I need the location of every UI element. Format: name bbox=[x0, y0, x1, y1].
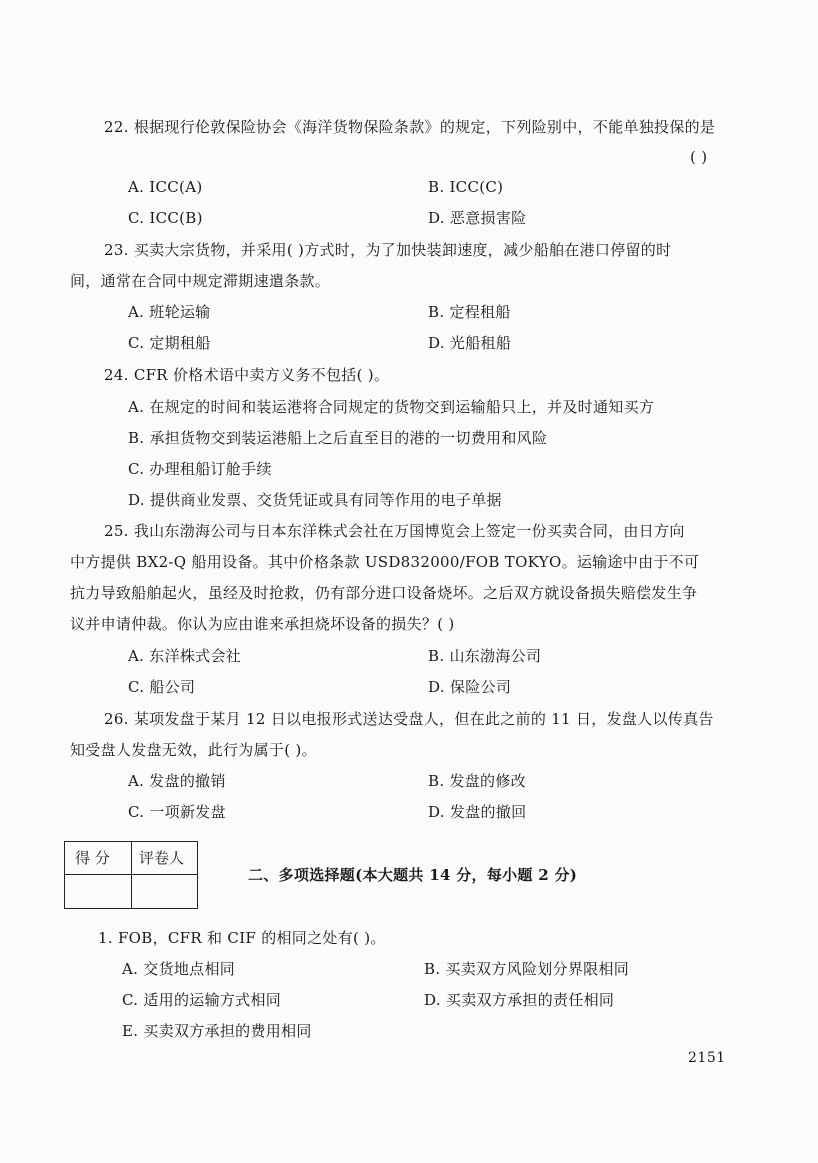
grader-label: 评卷人 bbox=[139, 849, 185, 867]
q26-stem-line1: 26. 某项发盘于某月 12 日以电报形式送达受盘人，但在此之前的 11 日，发盘人以传真告 bbox=[104, 710, 714, 728]
q25-stem-line2: 中方提供 BX2-Q 船用设备。其中价格条款 USD832000/FOB TOKYO。运输途中由于不可 bbox=[70, 553, 700, 571]
q26-stem-line2: 知受盘人发盘无效，此行为属于( )。 bbox=[70, 741, 317, 759]
score-box-divider-vertical bbox=[131, 842, 132, 908]
q25-option-a: A. 东洋株式会社 bbox=[128, 647, 242, 665]
q22-option-b: B. ICC(C) bbox=[428, 178, 504, 196]
mq1-option-b: B. 买卖双方风险划分界限相同 bbox=[424, 960, 630, 978]
q25-stem-line3: 抗力导致船舶起火，虽经及时抢救，仍有部分进口设备烧坏。之后双方就设备损失赔偿发生争 bbox=[70, 584, 698, 602]
q24-stem: 24. CFR 价格术语中卖方义务不包括( )。 bbox=[104, 366, 390, 384]
q26-option-b: B. 发盘的修改 bbox=[428, 772, 526, 790]
q22-answer-paren: ( ) bbox=[690, 148, 708, 166]
q25-option-b: B. 山东渤海公司 bbox=[428, 647, 542, 665]
q25-stem-line4: 议并申请仲裁。你认为应由谁来承担烧坏设备的损失？( ) bbox=[70, 615, 455, 633]
mq1-option-e: E. 买卖双方承担的费用相同 bbox=[122, 1022, 312, 1040]
q26-option-d: D. 发盘的撤回 bbox=[428, 803, 527, 821]
q25-option-d: D. 保险公司 bbox=[428, 678, 512, 696]
q24-option-b: B. 承担货物交到装运港船上之后直至目的港的一切费用和风险 bbox=[128, 429, 548, 447]
mq1-option-a: A. 交货地点相同 bbox=[122, 960, 236, 978]
q26-option-a: A. 发盘的撤销 bbox=[128, 772, 226, 790]
mq1-stem: 1. FOB，CFR 和 CIF 的相同之处有( )。 bbox=[98, 929, 386, 947]
q22-option-d: D. 恶意损害险 bbox=[428, 209, 527, 227]
q23-option-c: C. 定期租船 bbox=[128, 334, 211, 352]
q26-option-c: C. 一项新发盘 bbox=[128, 803, 226, 821]
score-box bbox=[64, 841, 198, 909]
section-title: 二、多项选择题(本大题共 14 分，每小题 2 分) bbox=[248, 866, 578, 884]
page-number: 2151 bbox=[688, 1050, 726, 1066]
q23-option-d: D. 光船租船 bbox=[428, 334, 512, 352]
q25-option-c: C. 船公司 bbox=[128, 678, 196, 696]
q23-stem-line1: 23. 买卖大宗货物，并采用( )方式时，为了加快装卸速度，减少船舶在港口停留的时 bbox=[104, 241, 672, 259]
mq1-option-c: C. 适用的运输方式相同 bbox=[122, 991, 282, 1009]
q23-option-b: B. 定程租船 bbox=[428, 303, 511, 321]
q22-stem: 22. 根据现行伦敦保险协会《海洋货物保险条款》的规定，下列险别中，不能单独投保的是 bbox=[104, 118, 716, 136]
q24-option-c: C. 办理租船订舱手续 bbox=[128, 460, 272, 478]
score-label: 得 分 bbox=[75, 849, 110, 867]
q22-option-a: A. ICC(A) bbox=[128, 178, 203, 196]
q25-stem-line1: 25. 我山东渤海公司与日本东洋株式会社在万国博览会上签定一份买卖合同，由日方向 bbox=[104, 522, 685, 540]
q22-option-c: C. ICC(B) bbox=[128, 209, 203, 227]
q23-option-a: A. 班轮运输 bbox=[128, 303, 211, 321]
mq1-option-d: D. 买卖双方承担的责任相同 bbox=[424, 991, 615, 1009]
q23-stem-line2: 间，通常在合同中规定滞期速遣条款。 bbox=[70, 272, 331, 290]
q24-option-d: D. 提供商业发票、交货凭证或具有同等作用的电子单据 bbox=[128, 491, 502, 509]
q24-option-a: A. 在规定的时间和装运港将合同规定的货物交到运输船只上，并及时通知买方 bbox=[128, 398, 655, 416]
